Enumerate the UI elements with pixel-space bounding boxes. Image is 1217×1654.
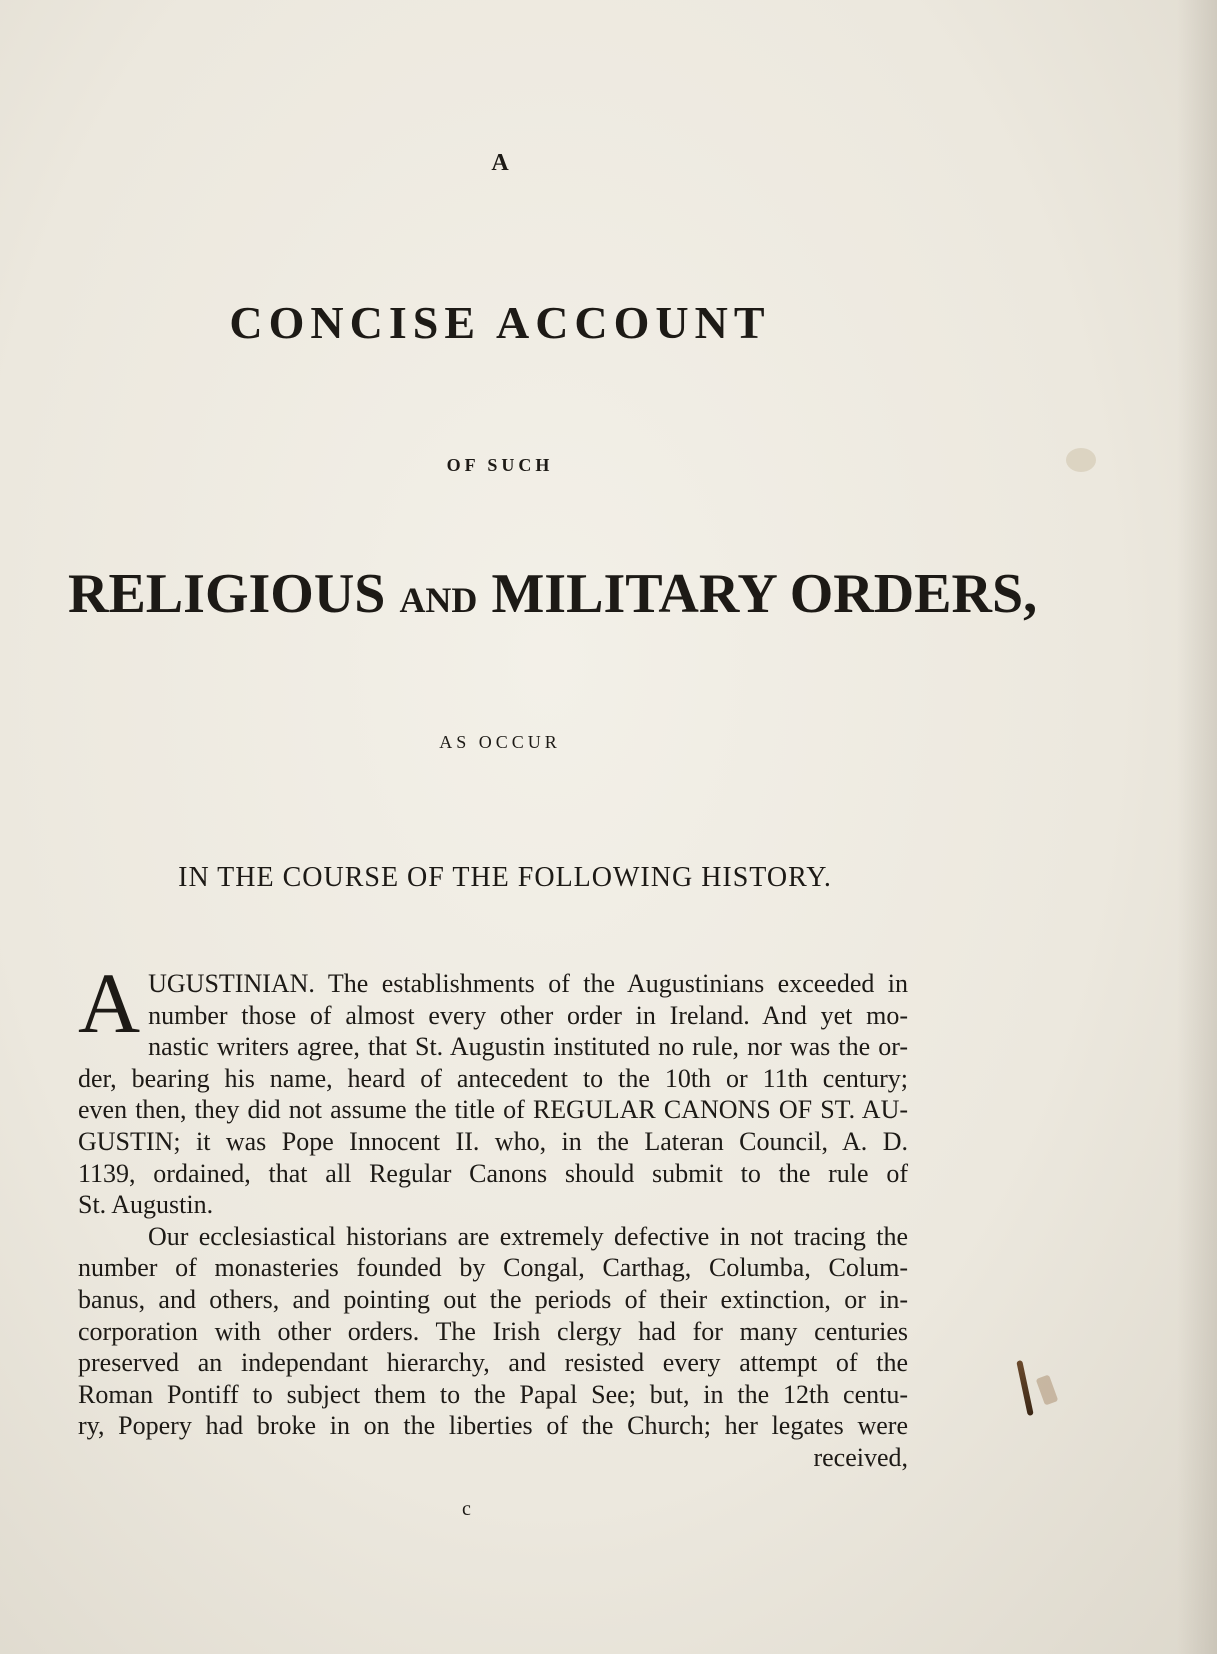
title-as-occur: AS OCCUR <box>439 732 561 752</box>
body-line: corporation with other orders. The Irish clergy had for many centuries <box>78 1316 908 1346</box>
paper-tear-stain <box>1036 1374 1059 1405</box>
body-line: UGUSTINIAN. The establishments of the Augustinians exceeded in <box>148 969 908 998</box>
paper-tear-mark <box>1016 1360 1034 1416</box>
paper-stain <box>1066 448 1096 472</box>
body-line: der, bearing his name, heard of antecedent to the 10th or 11th century; <box>78 1063 908 1093</box>
drop-cap: A <box>78 955 141 1051</box>
body-line: Roman Pontiff to subject them to the Papal See; but, in the 12th centu- <box>78 1379 908 1409</box>
body-line: ry, Popery had broke in on the liberties of the Church; her legates were <box>78 1411 908 1441</box>
body-line: GUSTIN; it was Pope Innocent II. who, in the Lateran Council, A. D. <box>78 1126 908 1156</box>
body-line: St. Augustin. <box>78 1190 214 1220</box>
body-line: Our ecclesiastical historians are extremely defective in not tracing the <box>148 1221 908 1251</box>
body-line: number those of almost every other order in Ireland. And yet mo- <box>148 1000 908 1030</box>
title-religious-word: RELIGIOUS <box>68 563 386 625</box>
body-line: preserved an independant hierarchy, and resisted every attempt of the <box>78 1348 908 1378</box>
title-of-such: OF SUCH <box>446 455 554 475</box>
title-article: A <box>491 150 509 176</box>
title-course-history: IN THE COURSE OF THE FOLLOWING HISTORY. <box>178 862 832 893</box>
body-line: even then, they did not assume the title of REGULAR CANONS OF ST. AU- <box>78 1095 908 1125</box>
body-line: number of monasteries founded by Congal, Carthag, Columba, Colum- <box>78 1253 908 1283</box>
title-and-word: AND <box>399 580 478 620</box>
title-religious-military-orders <box>68 562 1038 626</box>
body-line: nastic writers agree, that St. Augustin instituted no rule, nor was the or- <box>148 1032 908 1062</box>
body-line: 1139, ordained, that all Regular Canons should submit to the rule of <box>78 1158 908 1188</box>
title-concise-account: CONCISE ACCOUNT <box>229 297 771 348</box>
body-text <box>78 955 908 1474</box>
title-military-orders-word: MILITARY ORDERS, <box>491 563 1038 625</box>
catchword: received, <box>813 1442 908 1472</box>
body-line: banus, and others, and pointing out the periods of their extinction, or in- <box>78 1284 908 1314</box>
page-edge-shadow <box>1177 0 1217 1654</box>
signature-mark: c <box>462 1498 471 1520</box>
